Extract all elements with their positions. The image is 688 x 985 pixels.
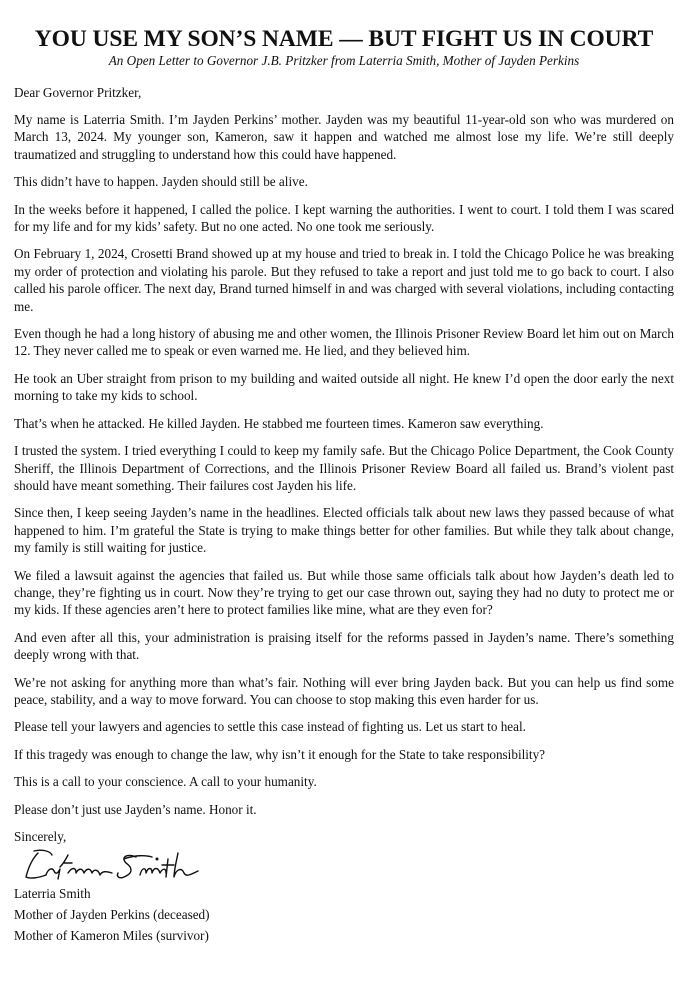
salutation: Dear Governor Pritzker, (14, 85, 142, 100)
paragraph-10: We filed a lawsuit against the agencies that failed us. But while those same officials talk about how Jayden’s death led to change, they’re fighting us in court. Now they’re trying to get our case thrown out, saying they had no duty to protect me or my kids. If these agencies aren’t here to protect families like mine, what are they even for? (14, 567, 674, 618)
paragraph-3: In the weeks before it happened, I called the police. I kept warning the authorities. I went to court. I told them I was scared for my life and for my kids’ safety. But no one acted. No one took me seriously. (14, 201, 674, 235)
paragraph-8: I trusted the system. I tried everything I could to keep my family safe. But the Chicago Police Department, the Cook County Sheriff, the Illinois Department of Corrections, and the Illinois Prisoner Review Board all failed us. Brand’s violent past should have meant something. Their failures cost Jayden his life. (14, 443, 674, 493)
paragraph-11: And even after all this, your administration is praising itself for the reforms passed in Jayden’s name. There’s something deeply wrong with that. (14, 629, 674, 663)
paragraph-14: If this tragedy was enough to change the law, why isn’t it enough for the State to take responsibility? (14, 746, 546, 762)
paragraph-6: He took an Uber straight from prison to my building and waited outside all night. He knew I’d open the door early the next morning to take my kids to school. (14, 370, 674, 404)
paragraph-16: Please don’t just use Jayden’s name. Honor it. (14, 801, 257, 817)
paragraph-7: That’s when he attacked. He killed Jayden. He stabbed me fourteen times. Kameron saw everything. (14, 415, 544, 431)
signer-title-2: Mother of Kameron Miles (survivor) (14, 928, 209, 943)
letter-title: YOU USE MY SON’S NAME — BUT FIGHT US IN COURT (34, 26, 654, 52)
paragraph-5: Even though he had a long history of abusing me and other women, the Illinois Prisoner Review Board let him out on March 12. They never called me to speak or even warned me. He lied, and they believed him. (14, 326, 674, 359)
paragraph-1: My name is Laterria Smith. I’m Jayden Perkins’ mother. Jayden was my beautiful 11-year-old son who was murdered on March 13, 2024. My younger son, Kameron, saw it happen and watched me almost lose my life. We’re still deeply traumatized and struggling to understand how this could have happened. (14, 112, 674, 162)
handwritten-signature (16, 845, 216, 885)
paragraph-13: Please tell your lawyers and agencies to settle this case instead of fighting us. Let us start to heal. (14, 719, 526, 735)
paragraph-15: This is a call to your conscience. A call to your humanity. (14, 774, 317, 790)
signer-title-1: Mother of Jayden Perkins (deceased) (14, 907, 210, 922)
paragraph-2: This didn’t have to happen. Jayden should still be alive. (14, 174, 308, 190)
signer-name: Laterria Smith (14, 886, 91, 901)
closing: Sincerely, (14, 829, 67, 844)
letter-subtitle: An Open Letter to Governor J.B. Pritzker from Laterria Smith, Mother of Jayden Perkins (108, 53, 580, 68)
paragraph-4: On February 1, 2024, Crosetti Brand showed up at my house and tried to break in. I told the Chicago Police he was breaking my order of protection and violating his parole. But they refused to take a report and just told me to go back to court. I also called his parole officer. The next day, Brand turned himself in and was charged with several violations, including contacting me. (14, 246, 674, 314)
paragraph-12: We’re not asking for anything more than what’s fair. Nothing will ever bring Jayden back. But you can help us find some peace, stability, and a way to move forward. You can choose to stop making this even harder for us. (14, 674, 674, 707)
paragraph-9: Since then, I keep seeing Jayden’s name in the headlines. Elected officials talk about new laws they passed because of what happened to him. I’m grateful the State is trying to make things better for other families. But while they talk about change, my family is still waiting for justice. (14, 505, 674, 556)
